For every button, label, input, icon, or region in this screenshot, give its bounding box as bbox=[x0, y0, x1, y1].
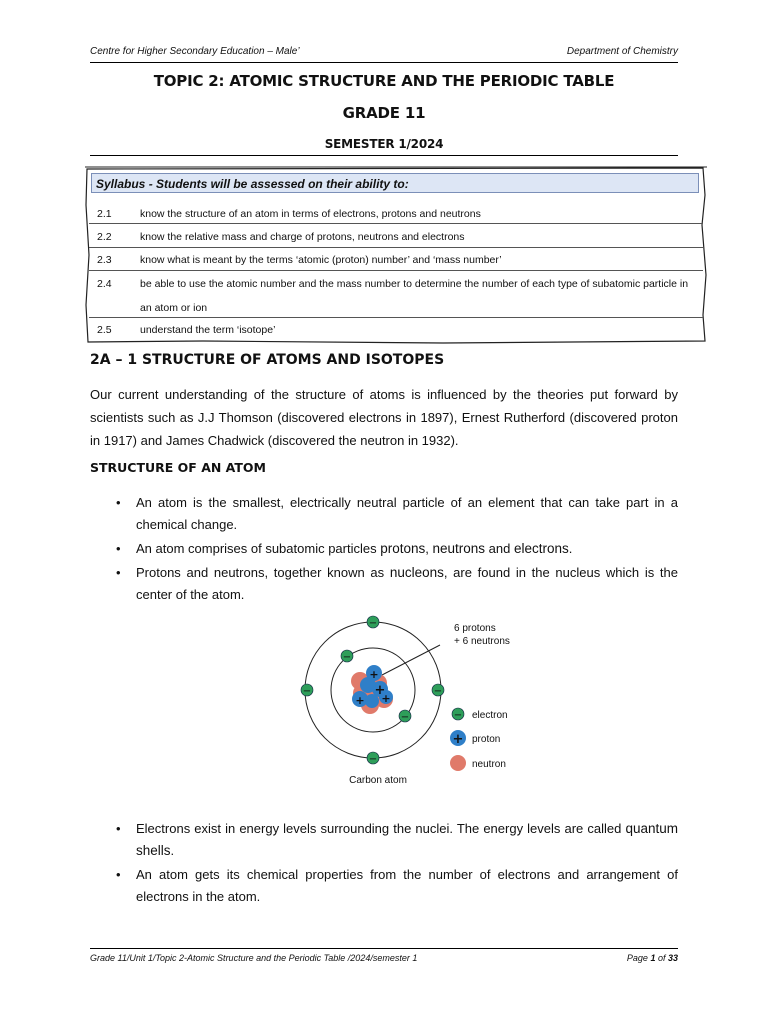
proton-sign: + bbox=[355, 694, 365, 707]
bullet-list bbox=[90, 818, 678, 910]
subsection-heading: STRUCTURE OF AN ATOM bbox=[90, 460, 266, 475]
section-heading: 2A – 1 STRUCTURE OF ATOMS AND ISOTOPES bbox=[90, 352, 445, 368]
page-current: 1 bbox=[650, 953, 656, 963]
page-total: 33 bbox=[667, 953, 678, 963]
term-quantum-shells: quantum shells bbox=[136, 821, 678, 858]
header-right: Department of Chemistry bbox=[566, 46, 678, 57]
bullet-icon: • bbox=[116, 821, 121, 836]
electron bbox=[367, 616, 379, 629]
bullet-text: , are found in the nucleus which is the center of the atom. bbox=[136, 565, 678, 602]
topic-title: TOPIC 2: ATOMIC STRUCTURE AND THE PERIODIC TABLE bbox=[153, 72, 615, 90]
electron-sign: − bbox=[302, 686, 312, 697]
page-word: Page bbox=[626, 953, 651, 963]
proton-sign: + bbox=[452, 732, 464, 747]
nucleus-label-neutrons: + 6 neutrons bbox=[454, 636, 510, 647]
title-divider bbox=[90, 155, 678, 156]
syllabus-box bbox=[83, 165, 709, 345]
bullet-text: . bbox=[170, 843, 175, 858]
electron-sign: − bbox=[342, 652, 352, 663]
header-left: Centre for Higher Secondary Education – Male’ bbox=[90, 46, 300, 57]
page-footer bbox=[90, 948, 678, 967]
list-item bbox=[90, 492, 678, 536]
bullet-text: . bbox=[568, 541, 573, 556]
bullet-list bbox=[90, 492, 678, 608]
electron bbox=[432, 684, 444, 697]
semester-title: SEMESTER 1/2024 bbox=[324, 137, 444, 151]
electron-sign: − bbox=[400, 712, 410, 723]
syllabus-item-number: 2.4 bbox=[97, 278, 112, 290]
syllabus-divider bbox=[89, 223, 703, 224]
bullet-text: Protons and neutrons, together known as bbox=[136, 565, 390, 580]
bullet-icon: • bbox=[116, 565, 121, 580]
syllabus-item-text: be able to use the atomic number and the mass number to determine the number of each type of subatomic particle in an atom or ion bbox=[140, 278, 689, 314]
electron-sign: − bbox=[368, 618, 378, 629]
nucleus-label-protons: 6 protons bbox=[454, 623, 496, 634]
syllabus-item-text: know the relative mass and charge of protons, neutrons and electrons bbox=[140, 231, 465, 243]
electron bbox=[367, 752, 379, 765]
carbon-atom-diagram bbox=[290, 605, 530, 790]
bullet-text: Electrons exist in energy levels surrounding the nuclei. The energy levels are called bbox=[136, 821, 626, 836]
bullet-text: An atom gets its chemical properties from the number of electrons and arrangement of electrons in the atom. bbox=[136, 867, 678, 904]
page-header bbox=[90, 46, 678, 63]
legend bbox=[450, 708, 508, 771]
electron-sign: − bbox=[453, 710, 463, 721]
page-number bbox=[627, 953, 678, 963]
bullet-icon: • bbox=[116, 495, 121, 510]
proton-sign: + bbox=[374, 683, 386, 698]
term-protons: protons bbox=[380, 541, 426, 556]
proton-sign: + bbox=[381, 692, 391, 705]
bullet-text: , bbox=[425, 541, 433, 556]
electron bbox=[399, 710, 411, 723]
syllabus-item-number: 2.1 bbox=[97, 208, 112, 220]
intro-paragraph: Our current understanding of the structure of atoms is influenced by the theories put forward by scientists such as J.J Thomson (discovered electrons in 1897), Ernest Rutherford (discovered proton in 1917) and James Chadwick (discovered the neutron in 1932). bbox=[90, 387, 678, 448]
list-item bbox=[90, 538, 678, 560]
syllabus-item-number: 2.2 bbox=[97, 231, 112, 243]
term-electrons: electrons bbox=[513, 541, 569, 556]
syllabus-item-text: understand the term ‘isotope’ bbox=[140, 324, 276, 336]
term-nucleons: nucleons bbox=[389, 565, 444, 580]
page-of: of bbox=[655, 953, 668, 963]
electron bbox=[341, 650, 353, 663]
syllabus-item-text: know what is meant by the terms ‘atomic (proton) number’ and ‘mass number’ bbox=[140, 254, 502, 266]
bullet-icon: • bbox=[116, 541, 121, 556]
syllabus-heading: Syllabus - Students will be assessed on their ability to: bbox=[91, 173, 699, 193]
legend-neutron-icon bbox=[450, 755, 466, 771]
syllabus-item-number: 2.5 bbox=[97, 324, 112, 336]
electron-sign: − bbox=[368, 754, 378, 765]
legend-neutron-label: neutron bbox=[472, 759, 506, 770]
proton-sign: + bbox=[369, 668, 379, 681]
footer-left: Grade 11/Unit 1/Topic 2-Atomic Structure and the Periodic Table /2024/semester 1 bbox=[90, 953, 418, 963]
electron-sign: − bbox=[433, 686, 443, 697]
syllabus-item-text: know the structure of an atom in terms of electrons, protons and neutrons bbox=[140, 208, 481, 220]
nucleus-pointer bbox=[382, 645, 440, 675]
list-item bbox=[90, 818, 678, 862]
bullet-text: and bbox=[485, 541, 514, 556]
grade-title: GRADE 11 bbox=[342, 104, 426, 122]
electron bbox=[301, 684, 313, 697]
syllabus-divider bbox=[89, 270, 703, 271]
bullet-text: An atom comprises of subatomic particles bbox=[136, 541, 381, 556]
diagram-caption: Carbon atom bbox=[349, 775, 407, 786]
list-item bbox=[90, 562, 678, 606]
term-neutrons: neutrons bbox=[432, 541, 486, 556]
syllabus-item-number: 2.3 bbox=[97, 254, 112, 266]
bullet-icon: • bbox=[116, 867, 121, 882]
legend-electron-label: electron bbox=[472, 710, 508, 721]
list-item bbox=[90, 864, 678, 908]
legend-proton-label: proton bbox=[472, 734, 501, 745]
bullet-text: An atom is the smallest, electrically neutral particle of an element that can take part in a chemical change. bbox=[136, 495, 678, 532]
